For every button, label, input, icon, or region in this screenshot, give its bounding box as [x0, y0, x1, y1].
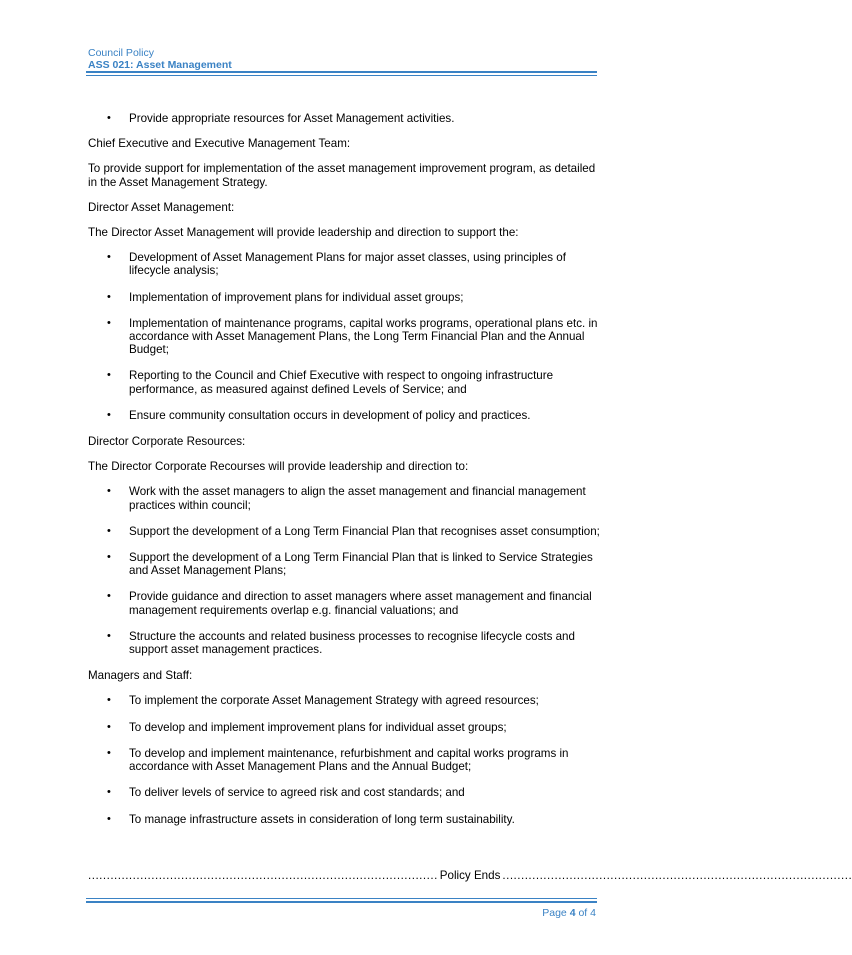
list-item-text: Implementation of maintenance programs, capital works programs, operational plans etc. in accordance with Asset Management Plans, the Long Term Financial Plan and the Annual Budget; [129, 316, 598, 357]
section-text-director-corporate: The Director Corporate Recourses will provide leadership and direction to: [88, 460, 469, 474]
bullet-icon: • [107, 290, 111, 303]
header-rule-thin [86, 75, 597, 76]
page-label: Page [542, 907, 567, 919]
list-item [88, 590, 600, 616]
bullet-icon: • [107, 369, 111, 382]
list-item [88, 409, 600, 422]
policy-ends-line [88, 869, 852, 882]
header-rule-thick [86, 71, 597, 73]
list-item-text: To manage infrastructure assets in consideration of long term sustainability. [129, 812, 515, 826]
page-total: 4 [590, 907, 596, 919]
list-item-text: To develop and implement improvement plans for individual asset groups; [129, 720, 507, 734]
list-item [88, 251, 600, 277]
section-heading-managers: Managers and Staff: [88, 669, 193, 683]
section-heading-director-corporate: Director Corporate Resources: [88, 435, 246, 449]
bullet-icon: • [107, 812, 111, 825]
section-heading-ceo: Chief Executive and Executive Management Team: [88, 137, 351, 151]
footer-rule-thin [86, 898, 597, 899]
list-item-text: Structure the accounts and related business processes to recognise lifecycle costs and support asset management practices. [129, 629, 575, 657]
policy-ends-label: Policy Ends [439, 869, 501, 882]
list-item-text: Support the development of a Long Term Financial Plan that recognises asset consumption; [129, 524, 600, 538]
list-item [88, 630, 600, 656]
bullet-icon: • [107, 720, 111, 733]
list-item [88, 317, 600, 357]
list-item [88, 369, 600, 395]
bullet-icon: • [107, 746, 111, 759]
list-item [88, 291, 600, 304]
bullet-icon: • [107, 485, 111, 498]
list-item [88, 786, 600, 799]
bullet-icon: • [107, 694, 111, 707]
director-corporate-bullet-list [88, 485, 600, 656]
list-item-text: Development of Asset Management Plans for major asset classes, using principles of lifecycle analysis; [129, 251, 566, 278]
policy-title: ASS 021: Asset Management [88, 59, 232, 71]
list-item-text: To deliver levels of service to agreed risk and cost standards; and [129, 786, 465, 800]
list-item-text: Provide appropriate resources for Asset Management activities. [129, 112, 455, 125]
list-item-text: Support the development of a Long Term Financial Plan that is linked to Service Strategies and Asset Management Plans; [129, 551, 593, 578]
bullet-icon: • [107, 590, 111, 603]
list-item-text: Ensure community consultation occurs in development of policy and practices. [129, 408, 531, 422]
bullet-icon: • [107, 112, 111, 124]
policy-type: Council Policy [88, 47, 154, 59]
list-item-text: Implementation of improvement plans for individual asset groups; [129, 290, 464, 304]
list-item [88, 721, 600, 734]
list-item-text: To develop and implement maintenance, refurbishment and capital works programs in accordance with Asset Management Plans and the Annual Budget; [129, 746, 569, 774]
bullet-icon: • [107, 524, 111, 537]
list-item [88, 813, 600, 826]
intro-bullet-list [88, 112, 600, 125]
list-item [88, 112, 600, 125]
list-item [88, 694, 600, 707]
list-item-text: Reporting to the Council and Chief Executive with respect to ongoing infrastructure performance, as measured against defined Levels of Service; and [129, 369, 554, 396]
footer-rule-thick [86, 901, 597, 903]
leader-dots-left: .............................................................................................. [88, 869, 438, 882]
section-text-director-asset: The Director Asset Management will provide leadership and direction to support the: [88, 226, 519, 240]
list-item-text: Provide guidance and direction to asset managers where asset management and financial management requirements overlap e.g. financial valuations; and [129, 590, 592, 617]
page-number: 4 [569, 907, 576, 919]
list-item [88, 747, 600, 773]
list-item [88, 525, 600, 538]
bullet-icon: • [107, 629, 111, 642]
of-label: of [578, 907, 588, 919]
bullet-icon: • [107, 786, 111, 799]
page-number-footer [542, 907, 596, 919]
policy-body [88, 112, 600, 839]
bullet-icon: • [107, 251, 111, 264]
list-item-text: To implement the corporate Asset Management Strategy with agreed resources; [129, 694, 539, 708]
leader-dots-right: .............................................................................................. [502, 869, 852, 882]
list-item-text: Work with the asset managers to align the asset management and financial management practices within council; [129, 485, 586, 512]
list-item [88, 485, 600, 511]
managers-bullet-list [88, 694, 600, 825]
director-asset-bullet-list [88, 251, 600, 422]
bullet-icon: • [107, 408, 111, 421]
bullet-icon: • [107, 316, 111, 329]
bullet-icon: • [107, 551, 111, 564]
page-header [88, 47, 598, 72]
section-text-ceo: To provide support for implementation of the asset management improvement program, as detailed in the Asset Management Strategy. [88, 162, 596, 189]
list-item [88, 551, 600, 577]
section-heading-director-asset: Director Asset Management: [88, 200, 235, 214]
